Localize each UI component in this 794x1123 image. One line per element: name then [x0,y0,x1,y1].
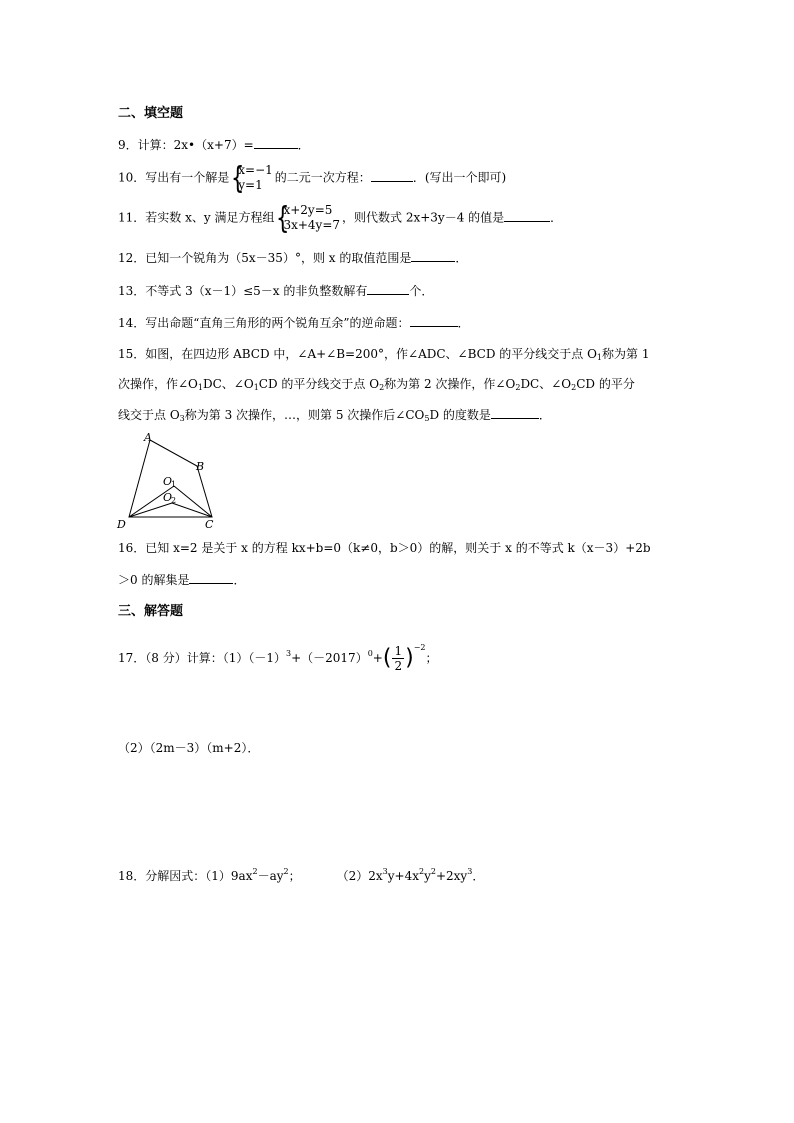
bisector-c-o1 [174,486,212,517]
label-o2-sub: 2 [171,496,177,505]
brace-icon: { [231,161,245,196]
question-12: 12．已知一个锐角为（5x－35）°，则 x 的取值范围是 ． [118,251,468,265]
answer-blank[interactable] [367,283,409,295]
question-17-part-2: （2）（2m－3）（m+2）． [118,741,260,755]
label-a: A [144,431,152,444]
question-16-line-1: 16．已知 x=2 是关于 x 的方程 kx+b=0（k≠0，b＞0）的解，则关于 x 的不等式 k（x－3）+2b [118,541,651,555]
brace-icon: { [276,201,290,236]
answer-blank[interactable] [254,137,298,149]
question-16-line-2: ＞0 的解集是 ． [118,573,246,587]
equation-system: { x=−1 y=1 [231,161,273,196]
bisector-c-o2 [172,503,212,517]
fraction: $\frac{1}{2}$ [394,644,403,673]
question-9: 9．计算：2x•（x+7）= ． [118,138,310,152]
section-fill-blank-title: 二、填空题 [118,106,184,121]
question-11: 11．若实数 x、y 满足方程组 { x+2y=5 3x+4y=7 ，则代数式 2x+3y－4 的值是 ． [118,201,563,236]
question-18: 18．分解因式：$(1)9ax^2-ay^2$； $(2)2x^3y+4x^2y^2+2xy^3$． [118,867,485,883]
answer-blank[interactable] [411,250,455,262]
answer-blank[interactable] [189,572,233,584]
answer-blank[interactable] [410,315,458,327]
question-15-line-3: 线交于点 $O_3$称为第 3 次操作，…，则第 5 次操作后$\angle CO_5D$ 的度数是 ． [118,408,551,423]
label-c: C [205,518,214,531]
question-15-line-2: 次操作，作$\angle O_1DC$、$\angle O_1CD$ 的平分线交于点 $O_2$称为第 2 次操作，作$\angle O_2DC$、$\angle O_2CD$ 的平分 [118,377,635,392]
section-solve-title: 三、解答题 [118,604,184,619]
question-13: 13．不等式 3（x－1）≤5－x 的非负整数解有 个． [118,284,434,298]
label-o2: O [163,491,173,504]
label-o1: O [163,475,173,488]
label-o1-sub: 1 [171,480,177,489]
answer-blank[interactable] [491,407,539,419]
quadrilateral-figure [112,428,222,532]
question-10: 10．写出有一个解是 { x=−1 y=1 的二元一次方程： ．(写出一个即可) [118,161,507,196]
answer-blank[interactable] [371,170,413,182]
bisector-d-o2 [129,503,172,517]
label-b: B [196,460,205,473]
answer-blank[interactable] [504,210,550,222]
question-14: 14．写出命题“直角三角形的两个锐角互余”的逆命题： ． [118,316,470,330]
question-17-part-1: 17．（8 分）计算：$(1)(-1)^3+(-2017)^0+$( $\frac{1}{2}$ )$^{-2}$； [118,643,438,673]
equation-system: { x+2y=5 3x+4y=7 [276,201,341,236]
label-d: D [117,518,126,531]
question-15-line-1: 15．如图，在四边形 ABCD 中，∠A+∠B=200°，作∠ADC、∠BCD 的平分线交于点 $O_1$称为第 1 [118,347,650,362]
